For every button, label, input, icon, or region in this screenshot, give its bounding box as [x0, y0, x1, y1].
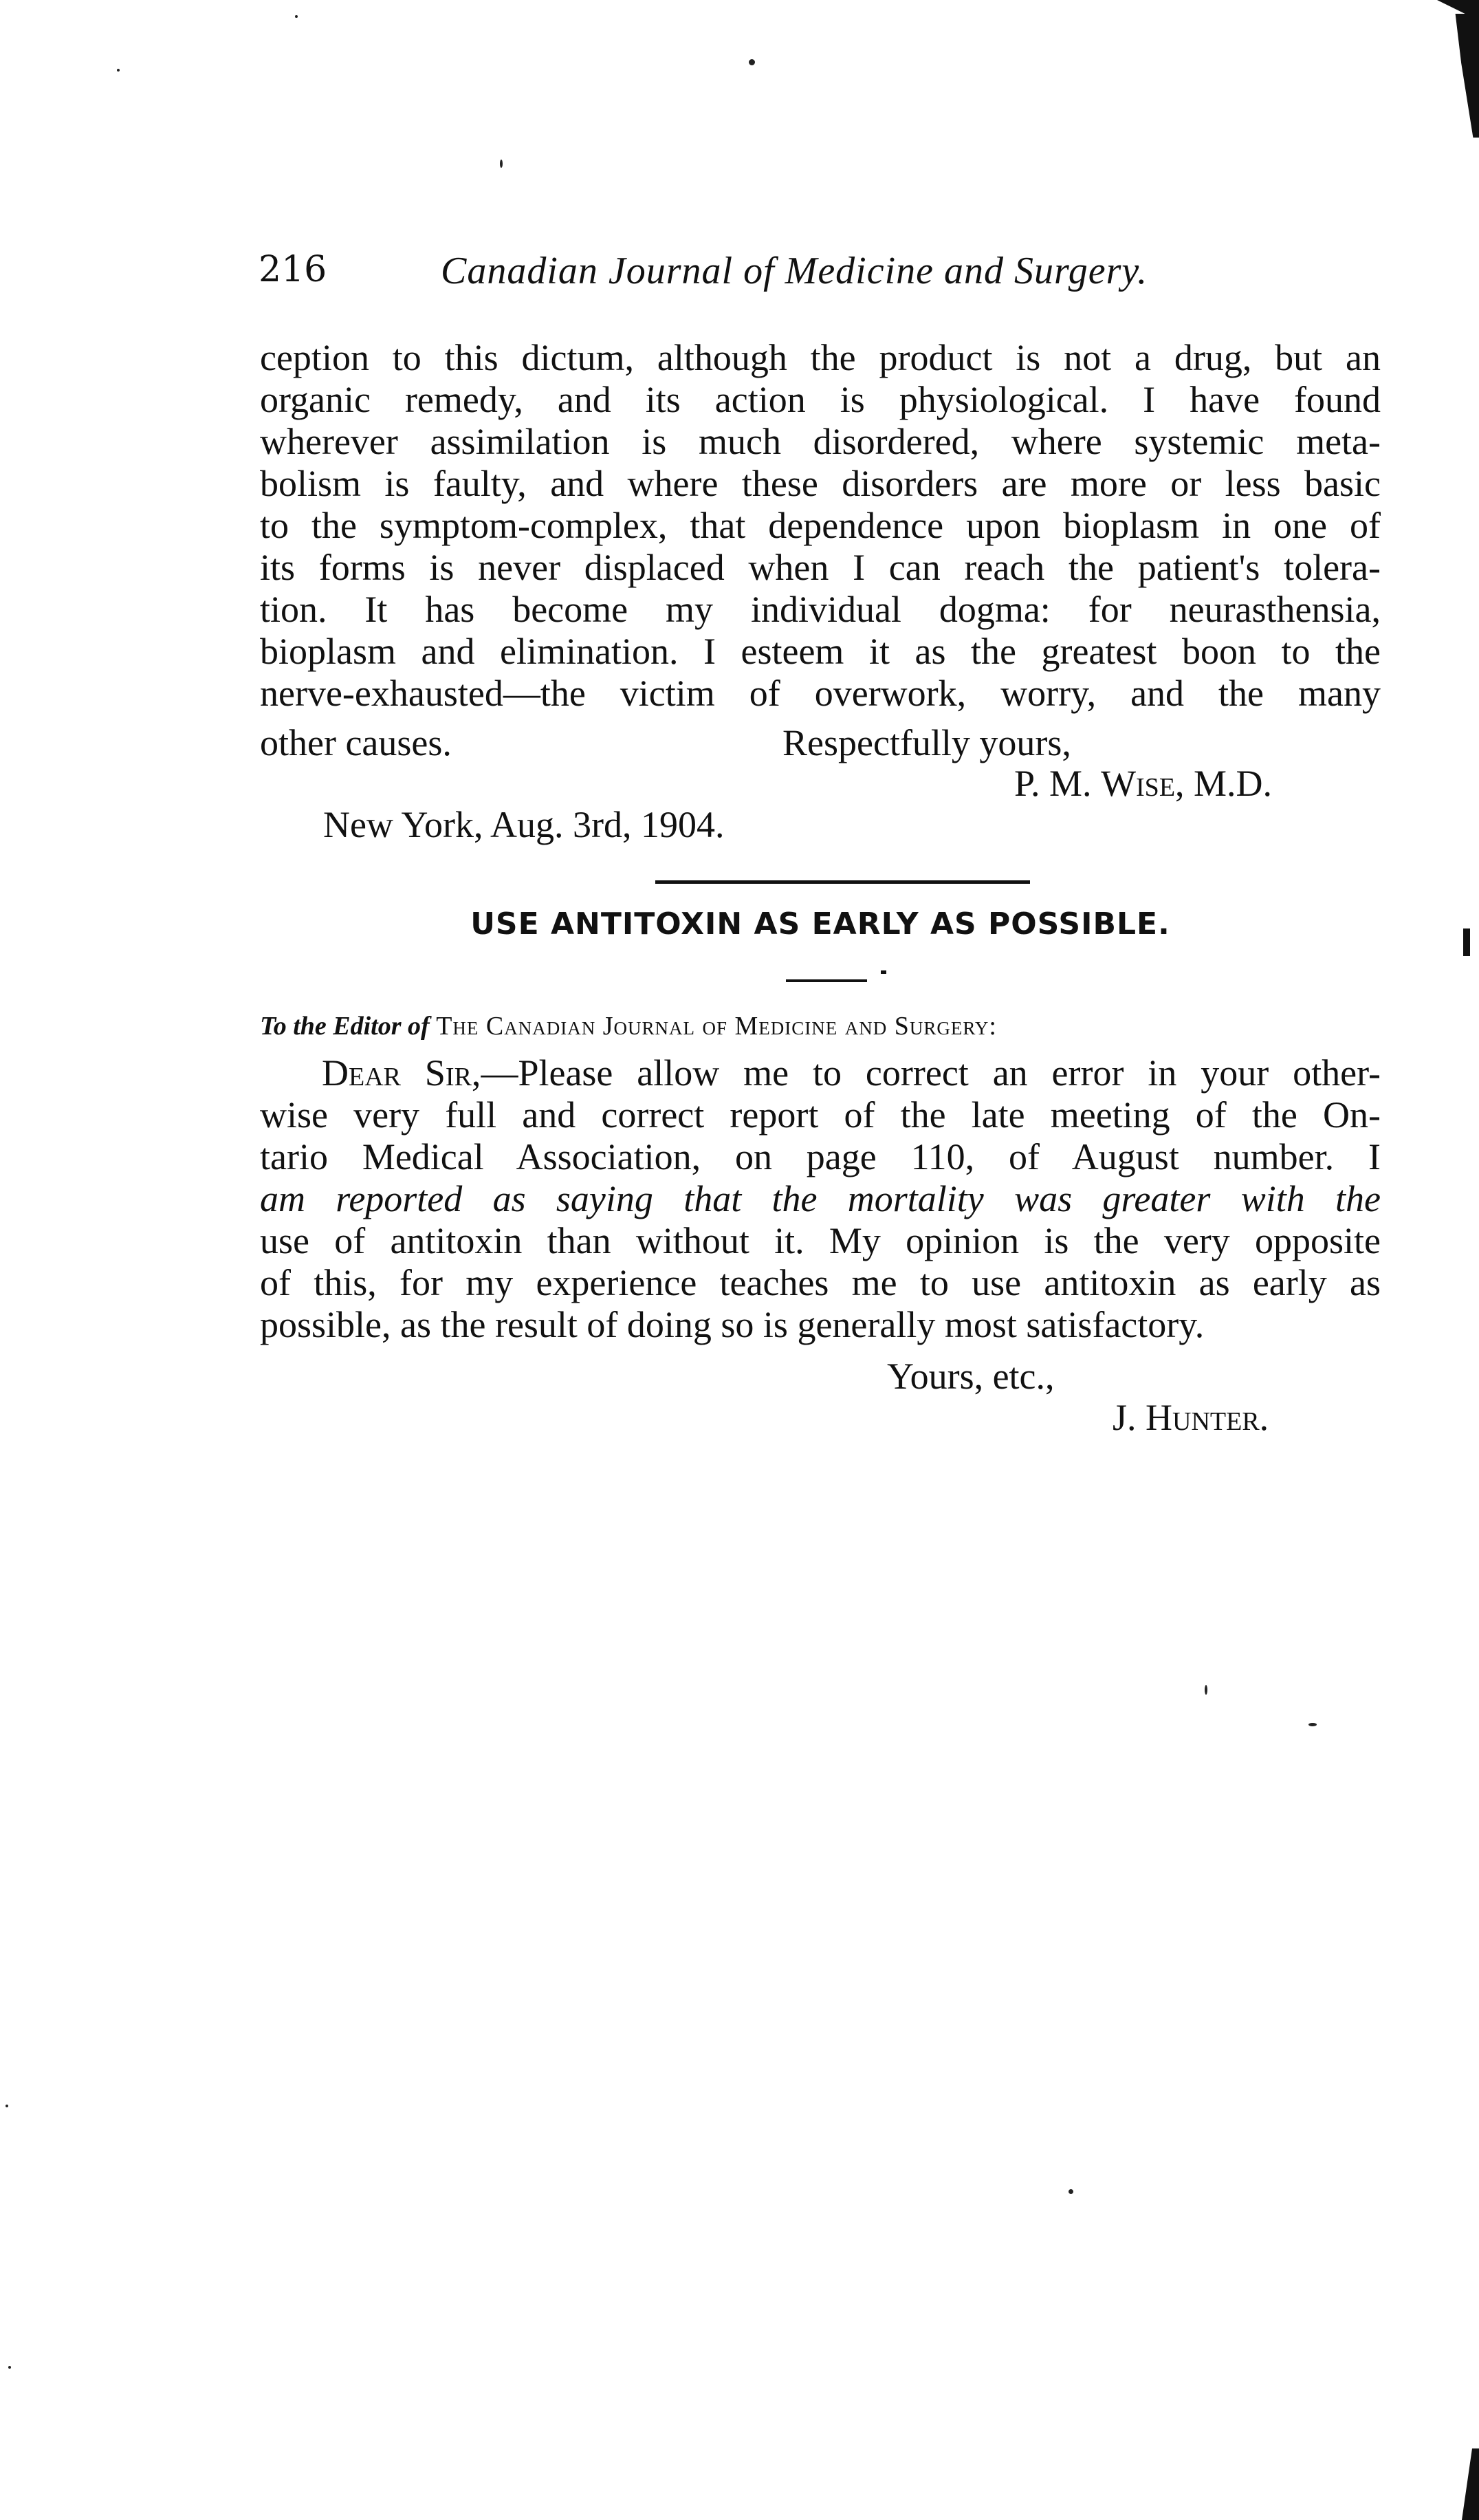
salutation: Dear Sir,	[322, 1052, 481, 1094]
journal-name: The Canadian Journal of Medicine and Surgery:	[436, 1012, 997, 1041]
edge-shadow	[1449, 14, 1479, 138]
letter-two-signature	[1113, 1396, 1269, 1439]
to-editor-prefix: To the Editor of	[260, 1012, 430, 1041]
edge-shadow	[1462, 2448, 1479, 2520]
text-line: wise very full and correct report of the late meeting of the On-	[260, 1094, 1381, 1136]
text-line: to the symptom-complex, that dependence upon bioplasm in one of	[260, 505, 1381, 546]
scan-speck	[1308, 1723, 1317, 1726]
scan-speck	[749, 59, 755, 65]
letter-two-body	[260, 1052, 1381, 1346]
text-line-first	[260, 1052, 1381, 1094]
section-divider	[655, 880, 1030, 884]
first-line-rest: —Please allow me to correct an error in your other-	[481, 1052, 1381, 1094]
letter-one-body	[260, 337, 1381, 715]
text-line: of this, for my experience teaches me to use antitoxin as early as	[260, 1262, 1381, 1303]
text-line: ception to this dictum, although the product is not a drug, but an	[260, 337, 1381, 378]
running-head: Canadian Journal of Medicine and Surgery.	[441, 250, 1148, 292]
page-header	[259, 249, 1221, 297]
signature-initial: J.	[1113, 1397, 1146, 1438]
letter-two-closing: Yours, etc.,	[887, 1356, 1055, 1397]
scan-speck	[1205, 1685, 1207, 1695]
signature-name: Hunter.	[1146, 1397, 1269, 1438]
article-title: USE ANTITOXIN AS EARLY AS POSSIBLE.	[470, 906, 1170, 942]
text-line: bioplasm and elimination. I esteem it as the greatest boon to the	[260, 631, 1381, 672]
text-line: tario Medical Association, on page 110, of August number. I	[260, 1136, 1381, 1177]
scan-speck	[117, 69, 120, 72]
title-underline	[786, 979, 867, 982]
scan-speck	[295, 15, 298, 18]
letter-one-closing: Respectfully yours,	[782, 722, 1071, 763]
letter-one-last-line: other causes.	[260, 722, 452, 763]
text-line: wherever assimilation is much disordered, where systemic meta-	[260, 421, 1381, 462]
signature-suffix: , M.D.	[1175, 763, 1273, 804]
scan-speck	[1069, 2189, 1073, 2194]
letter-one-dateline: New York, Aug. 3rd, 1904.	[323, 804, 725, 845]
signature-name: Wise	[1101, 763, 1176, 804]
edge-mark	[1463, 928, 1470, 956]
text-line: nerve-exhausted—the victim of overwork, worry, and the many	[260, 673, 1381, 714]
text-line: bolism is faulty, and where these disorders are more or less basic	[260, 463, 1381, 504]
ink-mark	[881, 970, 886, 974]
text-line: possible, as the result of doing so is generally most satisfactory.	[260, 1304, 1205, 1345]
to-editor-line	[260, 1011, 997, 1041]
text-line: organic remedy, and its action is physiological. I have found	[260, 379, 1381, 420]
scan-speck	[500, 160, 503, 168]
scan-speck	[8, 2366, 11, 2369]
text-line: am reported as saying that the mortality was greater with the	[260, 1178, 1381, 1219]
text-line: tion. It has become my individual dogma: for neurasthensia,	[260, 589, 1381, 630]
text-line: use of antitoxin than without it. My opinion is the very opposite	[260, 1220, 1381, 1261]
text-line: its forms is never displaced when I can reach the patient's tolera-	[260, 547, 1381, 588]
scan-speck	[6, 2105, 8, 2107]
signature-initials: P. M.	[1014, 763, 1102, 804]
letter-one-signature	[1014, 762, 1272, 805]
page-number: 216	[259, 249, 327, 290]
